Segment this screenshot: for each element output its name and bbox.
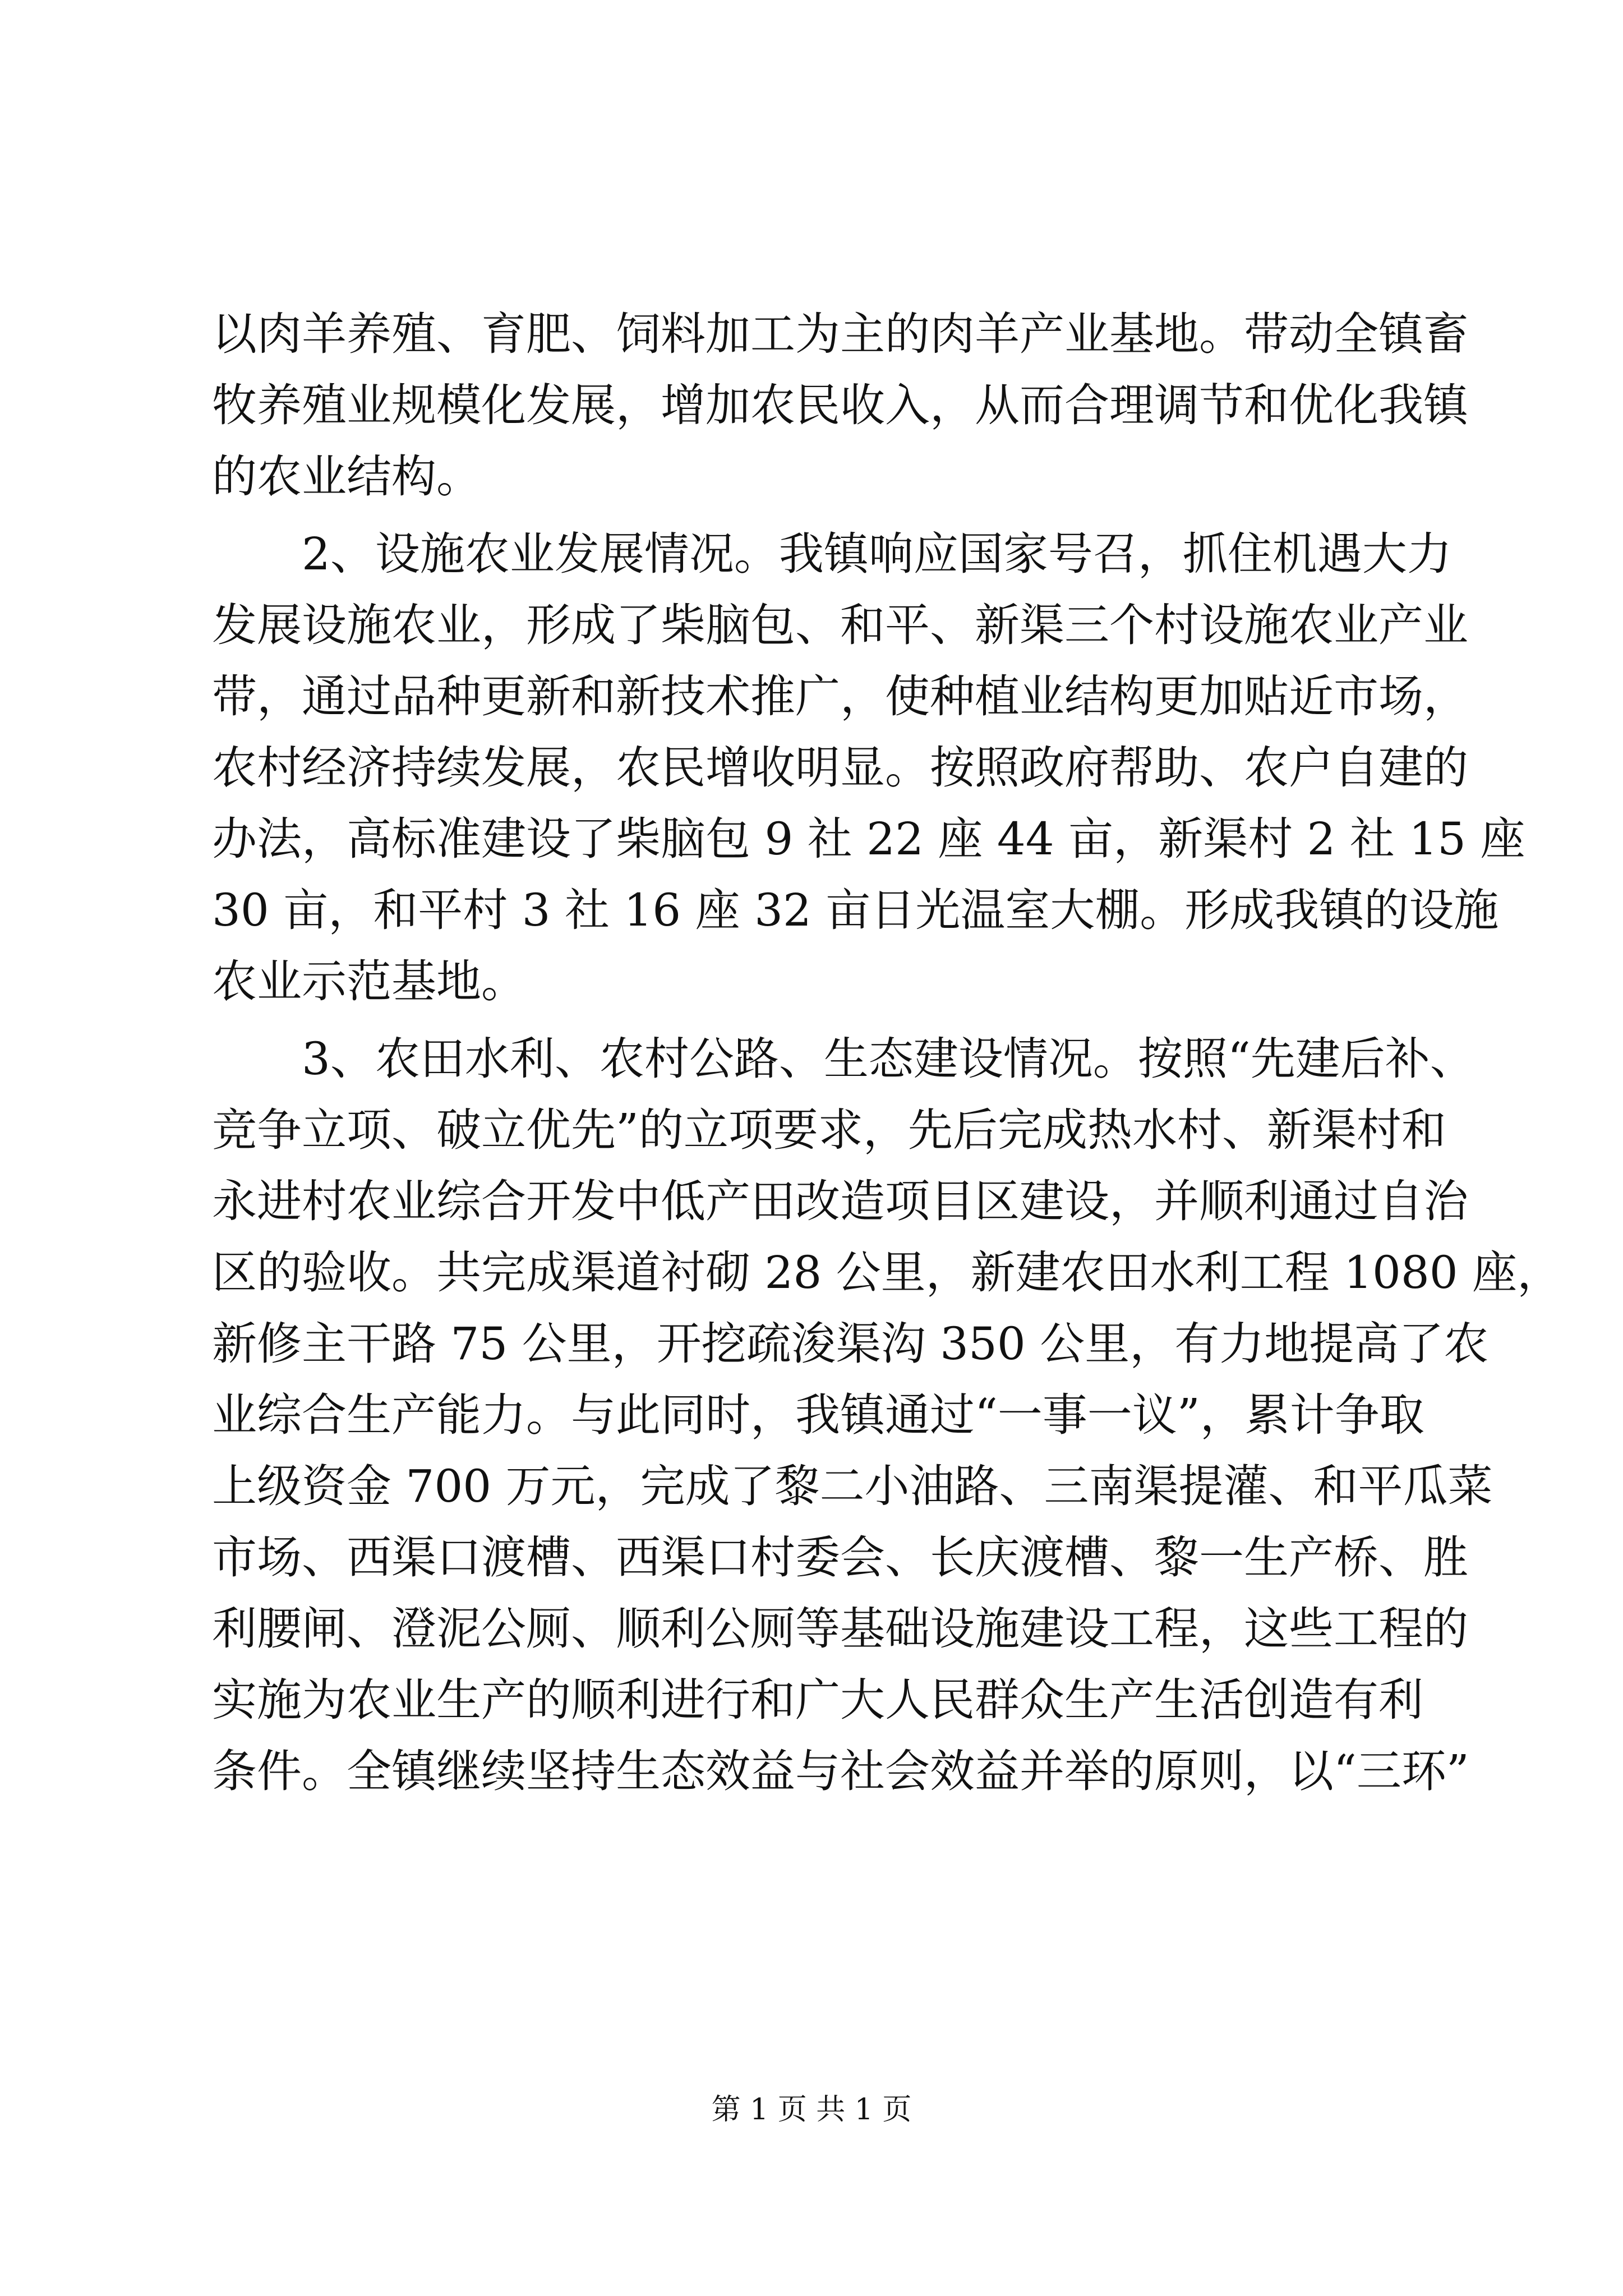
text-line: 永进村农业综合开发中低产田改造项目区建设，并顺利通过自治 [212, 1175, 1468, 1227]
text-line: 新修主干路 75 公里，开挖疏浚渠沟 350 公里，有力地提高了农 [212, 1318, 1489, 1370]
text-line: 农业示范基地。 [212, 955, 526, 1007]
text-line: 2、设施农业发展情况。我镇响应国家号召，抓住机遇大力 [302, 528, 1452, 580]
text-line: 竞争立项、破立优先”的立项要求，先后完成热水村、新渠村和 [212, 1104, 1446, 1156]
text-line: 3、农田水利、农村公路、生态建设情况。按照“先建后补、 [302, 1033, 1475, 1085]
paragraph-2 [212, 518, 1525, 1017]
text-line: 业综合生产能力。与此同时，我镇通过“一事一议”，累计争取 [212, 1389, 1424, 1441]
text-line: 带，通过品种更新和新技术推广，使种植业结构更加贴近市场， [212, 670, 1468, 723]
text-line: 牧养殖业规模化发展，增加农民收入，从而合理调节和优化我镇 [212, 379, 1468, 431]
text-line: 以肉羊养殖、育肥、饲料加工为主的肉羊产业基地。带动全镇畜 [212, 308, 1468, 360]
text-line: 实施为农业生产的顺利进行和广大人民群众生产生活创造有利 [212, 1674, 1423, 1726]
text-line: 利腰闸、澄泥公厕、顺利公厕等基础设施建设工程，这些工程的 [212, 1603, 1468, 1655]
text-line: 条件。全镇继续坚持生态效益与社会效益并举的原则，以“三环” [212, 1745, 1469, 1797]
document-body [212, 298, 1562, 1807]
text-line: 的农业结构。 [212, 450, 481, 503]
paragraph-3 [212, 1023, 1562, 1807]
text-line: 区的验收。共完成渠道衬砌 28 公里，新建农田水利工程 1080 座， [212, 1246, 1562, 1299]
text-line: 农村经济持续发展，农民增收明显。按照政府帮助、农户自建的 [212, 742, 1468, 794]
text-line: 30 亩，和平村 3 社 16 座 32 亩日光温室大棚。形成我镇的设施 [212, 884, 1499, 936]
text-line: 办法，高标准建设了柴脑包 9 社 22 座 44 亩，新渠村 2 社 15 座 [212, 813, 1525, 865]
text-line: 上级资金 700 万元，完成了黎二小油路、三南渠提灌、和平瓜菜 [212, 1460, 1493, 1512]
text-line: 发展设施农业，形成了柴脑包、和平、新渠三个村设施农业产业 [212, 599, 1468, 651]
text-line: 市场、西渠口渡槽、西渠口村委会、长庆渡槽、黎一生产桥、胜 [212, 1531, 1468, 1584]
paragraph-1 [212, 298, 1468, 512]
page-footer: 第 1 页 共 1 页 [711, 2093, 912, 2127]
